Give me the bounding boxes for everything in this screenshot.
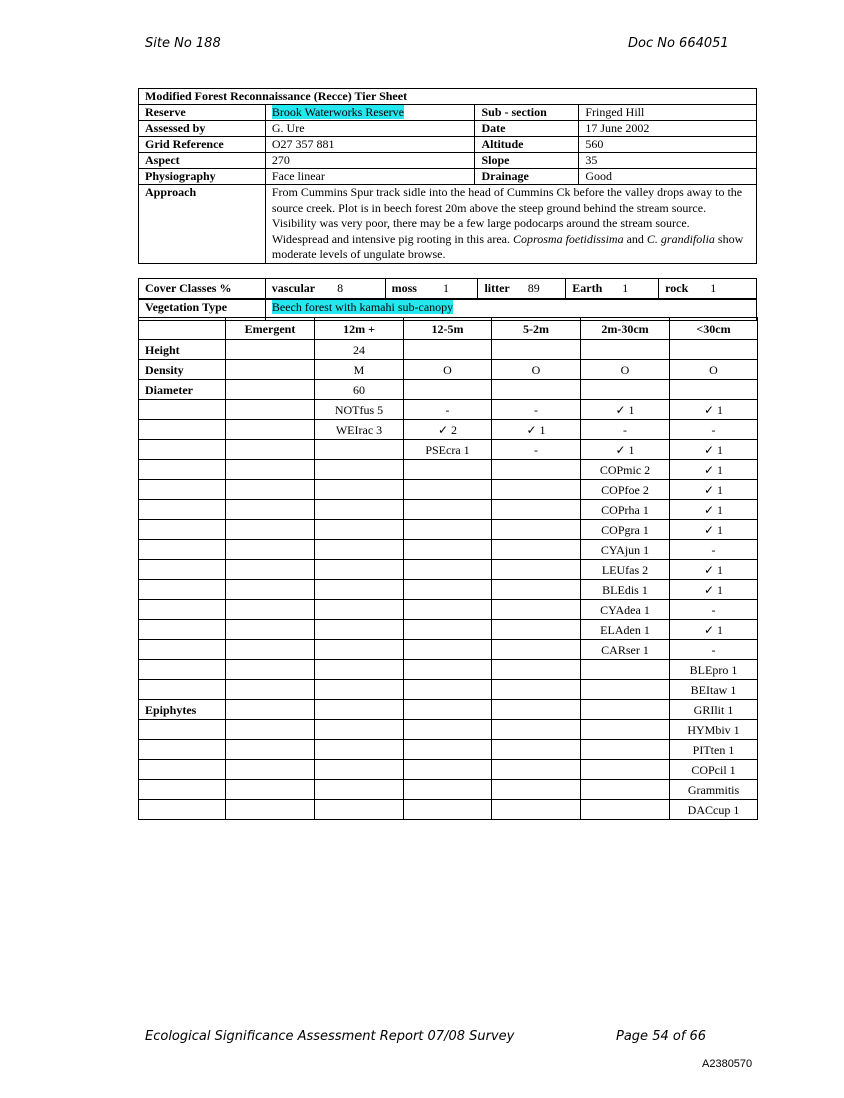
- aspect-value: 270: [265, 153, 475, 169]
- tier-cell: HYMbiv 1: [670, 720, 758, 740]
- tier-cell: [226, 360, 315, 380]
- tier-row: [139, 680, 758, 700]
- tier-cell: [581, 340, 670, 360]
- slope-label: Slope: [475, 153, 579, 169]
- tier-row-label: [139, 760, 226, 780]
- tier-cell: [404, 680, 492, 700]
- tier-header-cell: <30cm: [670, 318, 758, 340]
- tier-cell: -: [670, 640, 758, 660]
- tier-cell: -: [492, 400, 581, 420]
- tier-cell: [492, 460, 581, 480]
- tier-cell: 24: [315, 340, 404, 360]
- subsection-label: Sub - section: [475, 105, 579, 121]
- veg-label: Vegetation Type: [139, 299, 266, 321]
- tier-cell: [492, 620, 581, 640]
- tier-row: [139, 640, 758, 660]
- aspect-label: Aspect: [139, 153, 266, 169]
- tier-cell: [404, 800, 492, 820]
- tier-cell: -: [404, 400, 492, 420]
- tier-cell: CARser 1: [581, 640, 670, 660]
- tier-cell: [226, 500, 315, 520]
- tier-cell: [492, 520, 581, 540]
- tier-cell: ✓ 1: [670, 440, 758, 460]
- approach-species-2: C. grandifolia: [646, 231, 715, 246]
- doc-reference: A2380570: [702, 1058, 753, 1070]
- tier-cell: [404, 560, 492, 580]
- tier-header-cell: 12-5m: [404, 318, 492, 340]
- approach-paragraph-2: [272, 232, 750, 263]
- tier-row: [139, 420, 758, 440]
- tier-row: [139, 540, 758, 560]
- tier-row-label: [139, 640, 226, 660]
- date-value: 17 June 2002: [579, 121, 757, 137]
- tier-cell: [404, 780, 492, 800]
- vascular-value: 8: [337, 281, 344, 295]
- tier-cell: [492, 760, 581, 780]
- tier-row: [139, 780, 758, 800]
- slope-value: 35: [579, 153, 757, 169]
- tier-row: [139, 360, 758, 380]
- approach-label: Approach: [139, 185, 266, 264]
- physio-label: Physiography: [139, 169, 266, 185]
- tier-cell: [315, 520, 404, 540]
- tier-cell: [404, 380, 492, 400]
- tier-cell: COPfoe 2: [581, 480, 670, 500]
- tier-cell: [226, 380, 315, 400]
- tier-cell: [315, 780, 404, 800]
- tier-cell: [492, 600, 581, 620]
- tier-row: [139, 500, 758, 520]
- tier-cell: ✓ 1: [670, 560, 758, 580]
- tier-cell: [315, 620, 404, 640]
- tier-cell: [492, 540, 581, 560]
- tier-cell: [315, 680, 404, 700]
- tier-cell: ✓ 1: [670, 460, 758, 480]
- tier-row-label: Diameter: [139, 380, 226, 400]
- tier-cell: [581, 700, 670, 720]
- tier-cell: COPgra 1: [581, 520, 670, 540]
- tier-cell: ✓ 1: [670, 620, 758, 640]
- approach-p2-end: show moderate levels of ungulate browse.: [271, 231, 744, 261]
- tier-cell: [404, 460, 492, 480]
- tier-cell: [315, 760, 404, 780]
- tier-row-label: [139, 600, 226, 620]
- tier-cell: ELAden 1: [581, 620, 670, 640]
- tier-cell: [315, 720, 404, 740]
- tier-row-label: [139, 460, 226, 480]
- tier-cell: [581, 800, 670, 820]
- tier-cell: [492, 700, 581, 720]
- tier-cell: PITten 1: [670, 740, 758, 760]
- tier-cell: CYAjun 1: [581, 540, 670, 560]
- tier-header-cell: 12m +: [315, 318, 404, 340]
- tier-cell: [226, 560, 315, 580]
- vascular-label: vascular: [271, 281, 316, 295]
- drainage-value: Good: [579, 169, 757, 185]
- tier-cell: LEUfas 2: [581, 560, 670, 580]
- tier-cell: [315, 540, 404, 560]
- tier-cell: M: [315, 360, 404, 380]
- tier-cell: BLEpro 1: [670, 660, 758, 680]
- tier-cell: [226, 740, 315, 760]
- tier-cell: [226, 440, 315, 460]
- tier-cell: GRIlit 1: [670, 700, 758, 720]
- tier-cell: [315, 560, 404, 580]
- tier-cell: [404, 540, 492, 560]
- tier-cell: [404, 340, 492, 360]
- approach-text: [265, 185, 756, 264]
- tier-cell: [226, 540, 315, 560]
- tier-cell: [404, 500, 492, 520]
- tier-row-label: [139, 500, 226, 520]
- drainage-label: Drainage: [475, 169, 579, 185]
- tier-row: [139, 520, 758, 540]
- tier-cell: -: [492, 440, 581, 460]
- tier-cell: BEItaw 1: [670, 680, 758, 700]
- tier-cell: [492, 340, 581, 360]
- tier-row: [139, 580, 758, 600]
- tier-row: [139, 660, 758, 680]
- tier-row: [139, 700, 758, 720]
- altitude-label: Altitude: [475, 137, 579, 153]
- moss-value: 1: [442, 281, 449, 295]
- tier-cell: [226, 420, 315, 440]
- tier-row-label: Density: [139, 360, 226, 380]
- tier-row-label: [139, 560, 226, 580]
- tier-header-cell: [139, 318, 226, 340]
- tier-cell: [670, 380, 758, 400]
- tier-row: [139, 620, 758, 640]
- tier-row: [139, 760, 758, 780]
- tier-cell: [226, 400, 315, 420]
- grid-label: Grid Reference: [139, 137, 266, 153]
- tier-row: [139, 720, 758, 740]
- tier-cell: [315, 640, 404, 660]
- tier-cell: NOTfus 5: [315, 400, 404, 420]
- tier-header-cell: Emergent: [226, 318, 315, 340]
- veg-value: Beech forest with kamahi sub-canopy: [271, 300, 454, 314]
- tier-cell: [315, 700, 404, 720]
- cover-label: Cover Classes %: [139, 279, 266, 300]
- tier-cell: [315, 460, 404, 480]
- tier-row: [139, 460, 758, 480]
- tier-row: [139, 480, 758, 500]
- tier-cell: [492, 720, 581, 740]
- tier-cell: [404, 660, 492, 680]
- tier-cell: Grammitis: [670, 780, 758, 800]
- tier-cell: [581, 660, 670, 680]
- tier-cell: [404, 740, 492, 760]
- report-title: Ecological Significance Assessment Report 07/08 Survey: [145, 1029, 515, 1044]
- tier-cell: O: [404, 360, 492, 380]
- doc-number: Doc No 664051: [628, 36, 729, 51]
- approach-p2-text: Widespread and intensive pig rooting in this area.: [271, 231, 513, 246]
- tier-cell: [226, 520, 315, 540]
- tier-row-label: [139, 720, 226, 740]
- tier-cell: O: [670, 360, 758, 380]
- tier-cell: ✓ 2: [404, 420, 492, 440]
- tier-row: [139, 740, 758, 760]
- tier-row-label: Epiphytes: [139, 700, 226, 720]
- tier-row-label: [139, 800, 226, 820]
- tier-cell: [226, 620, 315, 640]
- moss-label: moss: [391, 281, 417, 295]
- tier-cell: [226, 340, 315, 360]
- tier-cell: [492, 580, 581, 600]
- tier-cell: [492, 740, 581, 760]
- tier-cell: ✓ 1: [670, 480, 758, 500]
- tier-cell: BLEdis 1: [581, 580, 670, 600]
- tier-cell: -: [581, 420, 670, 440]
- tier-cell: [492, 560, 581, 580]
- tier-cell: [404, 520, 492, 540]
- grid-value: O27 357 881: [265, 137, 475, 153]
- tier-cell: [404, 760, 492, 780]
- reserve-value: Brook Waterworks Reserve: [271, 105, 404, 119]
- tier-cell: O: [492, 360, 581, 380]
- tier-cell: [492, 640, 581, 660]
- tier-cell: [315, 800, 404, 820]
- litter-label: litter: [484, 281, 510, 295]
- tier-row: [139, 440, 758, 460]
- tier-cell: [404, 480, 492, 500]
- tier-cell: O: [581, 360, 670, 380]
- tier-row-label: [139, 440, 226, 460]
- tier-cell: [226, 460, 315, 480]
- tier-cell: [404, 600, 492, 620]
- tier-row-label: Height: [139, 340, 226, 360]
- tier-cell: [492, 500, 581, 520]
- tier-cell: [670, 340, 758, 360]
- tier-cell: [226, 480, 315, 500]
- page-number: Page 54 of 66: [616, 1029, 707, 1044]
- cover-classes-table: [138, 278, 757, 300]
- tier-cell: [226, 700, 315, 720]
- tier-cell: CYAdea 1: [581, 600, 670, 620]
- tier-cell: [404, 640, 492, 660]
- tier-cell: COPrha 1: [581, 500, 670, 520]
- tier-cell: [315, 440, 404, 460]
- tier-row-label: [139, 620, 226, 640]
- tier-cell: ✓ 1: [492, 420, 581, 440]
- tier-cell: [581, 780, 670, 800]
- tier-row: [139, 600, 758, 620]
- tier-cell: [226, 720, 315, 740]
- tier-cell: COPmic 2: [581, 460, 670, 480]
- approach-p2-and: and: [623, 231, 647, 246]
- sheet-title: Modified Forest Reconnaissance (Recce) Tier Sheet: [139, 89, 757, 105]
- reserve-label: Reserve: [139, 105, 266, 121]
- tier-row: [139, 560, 758, 580]
- tier-cell: [581, 380, 670, 400]
- rock-value: 1: [710, 281, 717, 295]
- tier-cell: [492, 680, 581, 700]
- tier-row-label: [139, 660, 226, 680]
- tier-cell: [581, 720, 670, 740]
- tier-cell: [315, 740, 404, 760]
- tier-cell: [492, 660, 581, 680]
- tier-header-row: [139, 318, 758, 340]
- tier-row: [139, 800, 758, 820]
- tier-row-label: [139, 420, 226, 440]
- approach-species-1: Coprosma foetidissima: [513, 231, 624, 246]
- tier-cell: ✓ 1: [670, 580, 758, 600]
- tier-cell: [492, 480, 581, 500]
- tier-cell: [226, 600, 315, 620]
- tier-row-label: [139, 680, 226, 700]
- tier-row: [139, 400, 758, 420]
- tier-cell: [581, 680, 670, 700]
- tier-cell: [492, 780, 581, 800]
- tier-row-label: [139, 780, 226, 800]
- tier-cell: [226, 640, 315, 660]
- assessed-label: Assessed by: [139, 121, 266, 137]
- tier-cell: [404, 720, 492, 740]
- tier-cell: [315, 600, 404, 620]
- tier-cell: [315, 580, 404, 600]
- tier-row: [139, 340, 758, 360]
- tier-row: [139, 380, 758, 400]
- approach-paragraph-1: From Cummins Spur track sidle into the head of Cummins Ck before the valley drops away to the source creek. Plot is in beech forest 20m above the steep ground behind the stream source. Visibility was very poor, there may be a few large podocarps around the stream source.: [271, 185, 743, 230]
- date-label: Date: [475, 121, 579, 137]
- tier-cell: [492, 380, 581, 400]
- tier-cell: ✓ 1: [670, 520, 758, 540]
- tier-cell: -: [670, 600, 758, 620]
- tier-cell: 60: [315, 380, 404, 400]
- tier-cell: -: [670, 420, 758, 440]
- litter-value: 89: [527, 281, 540, 295]
- tier-row-label: [139, 740, 226, 760]
- tier-cell: [492, 800, 581, 820]
- tier-cell: [581, 740, 670, 760]
- tier-cell: [226, 580, 315, 600]
- physio-value: Face linear: [265, 169, 475, 185]
- tier-header-cell: 2m-30cm: [581, 318, 670, 340]
- tier-row-label: [139, 520, 226, 540]
- tier-row-label: [139, 540, 226, 560]
- tier-cell: COPcil 1: [670, 760, 758, 780]
- tier-row-label: [139, 480, 226, 500]
- tier-cell: [404, 580, 492, 600]
- tier-cell: [315, 660, 404, 680]
- tier-cell: WEIrac 3: [315, 420, 404, 440]
- tier-cell: ✓ 1: [670, 500, 758, 520]
- tier-row-label: [139, 580, 226, 600]
- tier-cell: [404, 620, 492, 640]
- tier-cell: ✓ 1: [581, 400, 670, 420]
- assessed-value: G. Ure: [265, 121, 475, 137]
- tier-row-label: [139, 400, 226, 420]
- tier-cell: [226, 800, 315, 820]
- tier-cell: [226, 680, 315, 700]
- tier-header-cell: 5-2m: [492, 318, 581, 340]
- site-number: Site No 188: [145, 36, 221, 51]
- tier-cell: [315, 480, 404, 500]
- tier-cell: [226, 660, 315, 680]
- rock-label: rock: [665, 281, 689, 295]
- tier-cell: [581, 760, 670, 780]
- site-info-table: [138, 88, 757, 264]
- tier-cell: ✓ 1: [581, 440, 670, 460]
- tier-cell: [226, 780, 315, 800]
- earth-label: Earth: [572, 281, 603, 295]
- tier-cell: ✓ 1: [670, 400, 758, 420]
- tier-cell: [226, 760, 315, 780]
- earth-value: 1: [622, 281, 629, 295]
- tier-cell: [315, 500, 404, 520]
- tier-cell: PSEcra 1: [404, 440, 492, 460]
- tier-cell: [404, 700, 492, 720]
- tier-cell: DACcup 1: [670, 800, 758, 820]
- tier-cell: -: [670, 540, 758, 560]
- subsection-value: Fringed Hill: [579, 105, 757, 121]
- tier-table: [138, 317, 758, 820]
- altitude-value: 560: [579, 137, 757, 153]
